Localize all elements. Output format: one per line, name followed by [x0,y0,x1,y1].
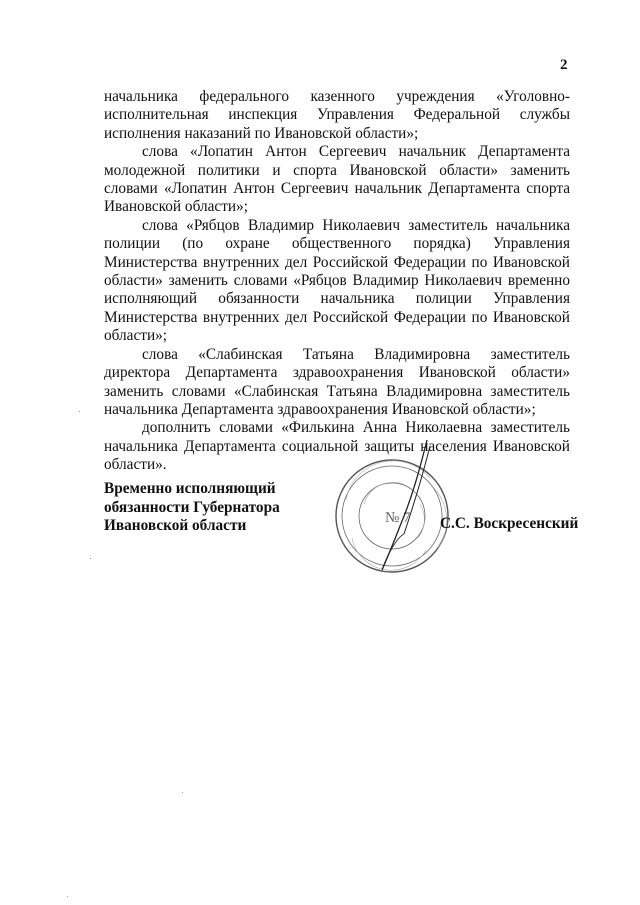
scan-speck [182,792,183,793]
paragraph-ryabtsov: слова «Рябцов Владимир Николаевич заместитель начальника полиции (по охране общественного порядка) Управления Министерства внутренних дел Российской Федерации по Ивановской области» заменить словами «Рябцов Владимир Николаевич временно исполняющий обязанности начальника полиции Управления Министерства внутренних дел Российской Федерации по Ивановской области»; [104,216,570,345]
signatory-name: С.С. Воскресенский [440,515,579,532]
signatory-title-line: Ивановской области [104,517,247,535]
signatory-title-line: обязанности Губернатора [104,498,280,516]
paragraph-filkina: дополнить словами «Филькина Анна Николаевна заместитель начальника Департамента социальной защиты населения Ивановской области». [104,419,570,474]
official-seal-stamp [330,438,460,578]
page-number: 2 [560,57,568,73]
paragraph-slabinskaya: слова «Слабинская Татьяна Владимировна заместитель директора Департамента здравоохранения Ивановской области» заменить словами «Слабинская Татьяна Владимировна заместитель начальника Департамента здравоохранения Ивановской области»; [104,345,570,418]
scan-speck [67,896,68,897]
document-body [104,88,570,475]
svg-text:№ 7: № 7 [385,510,411,526]
paragraph-lopatin: слова «Лопатин Антон Сергеевич начальник Департамента молодежной политики и спорта Ивановской области» заменить словами «Лопатин Антон Сергеевич начальник Департамента спорта Ивановской области»; [104,143,570,216]
signatory-title-line: Временно исполняющий [104,480,276,497]
scan-speck [79,411,80,412]
signatory-title [104,480,304,536]
scan-speck [90,558,91,559]
paragraph-continuation: начальника федерального казенного учреждения «Уголовно-исполнительная инспекция Управления Федеральной службы исполнения наказаний по Ивановской области»; [104,88,570,142]
